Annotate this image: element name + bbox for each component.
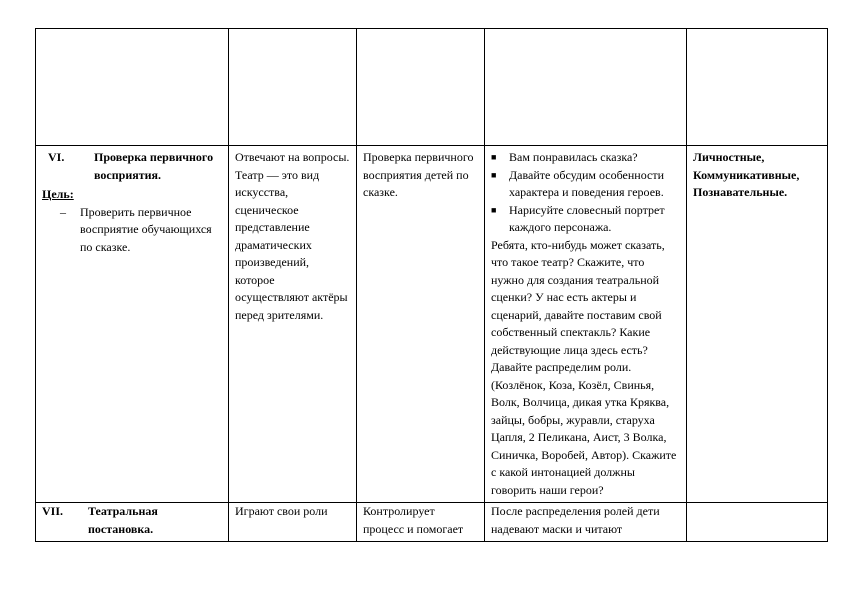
goal-label: Цель:: [42, 187, 74, 201]
students-text: Играют свои роли: [235, 504, 328, 518]
teacher-activity-cell: [485, 146, 687, 503]
square-bullet-icon: ■: [491, 204, 497, 215]
teacher-activity-text: После распределения ролей дети надевают маски и читают: [491, 504, 660, 536]
list-item: [491, 202, 680, 237]
stage-heading: [42, 503, 222, 538]
empty-cell: [357, 29, 485, 146]
bullet-text: Вам понравилась сказка?: [509, 150, 638, 164]
stage-number: VII.: [42, 504, 64, 518]
table-row-stage-6: [36, 146, 828, 503]
bullet-text: Нарисуйте словесный портрет каждого персонажа.: [509, 202, 665, 234]
stage-cell: [36, 503, 229, 542]
students-cell: [229, 503, 357, 542]
stage-cell: [36, 146, 229, 503]
teacher-goal-cell: [357, 146, 485, 503]
stage-heading: [42, 149, 222, 184]
teacher-goal-cell: [357, 503, 485, 542]
table-row-stage-7: [36, 503, 828, 542]
teacher-activity-text: Ребята, кто-нибудь может сказать, что такое театр? Скажите, что нужно для создания театральной сценки? У нас есть актеры и сценарий, давайте поставим свой собственный спектакль? Какие действующие лица здесь есть? Давайте распределим роли. (Козлёнок, Коза, Козёл, Свинья, Волк, Волчица, дикая утка Кряква, зайцы, бобры, журавли, старуха Цапля, 2 Пеликана, Аист, 3 Волка, Синичка, Воробей, Автор). Скажите с какой интонацией должны говорить наши герои?: [491, 237, 677, 497]
list-item: [491, 167, 680, 202]
stage-number: VI.: [48, 150, 65, 164]
uud-cell: [687, 503, 828, 542]
goal-item: [42, 204, 222, 257]
square-bullet-icon: ■: [491, 152, 497, 162]
lesson-table: [35, 28, 828, 542]
uud-text: Личностные, Коммуникативные, Познавательные.: [693, 150, 800, 199]
empty-cell: [229, 29, 357, 146]
dash-bullet-icon: –: [60, 204, 66, 219]
teacher-goal-text: Проверка первичного восприятия детей по сказке.: [363, 150, 474, 199]
uud-cell: [687, 146, 828, 503]
teacher-activity-cell: [485, 503, 687, 542]
stage-title: Театральная постановка.: [88, 504, 158, 536]
teacher-bullet-list: [491, 149, 680, 237]
goal-item-text: Проверить первичное восприятие обучающихся по сказке.: [80, 204, 212, 254]
square-bullet-icon: ■: [491, 169, 497, 180]
stage-title: Проверка первичного восприятия.: [94, 150, 214, 182]
empty-cell: [687, 29, 828, 146]
list-item: [491, 149, 680, 167]
empty-cell: [36, 29, 229, 146]
table-row-empty: [36, 29, 828, 146]
students-cell: [229, 146, 357, 503]
students-text: Отвечают на вопросы. Театр — это вид искусства, сценическое представление драматических произведений, которое осуществляют актёры перед зрителями.: [235, 150, 350, 322]
empty-cell: [485, 29, 687, 146]
bullet-text: Давайте обсудим особенности характера и поведения героев.: [509, 167, 665, 199]
teacher-goal-text: Контролирует процесс и помогает: [363, 504, 464, 536]
